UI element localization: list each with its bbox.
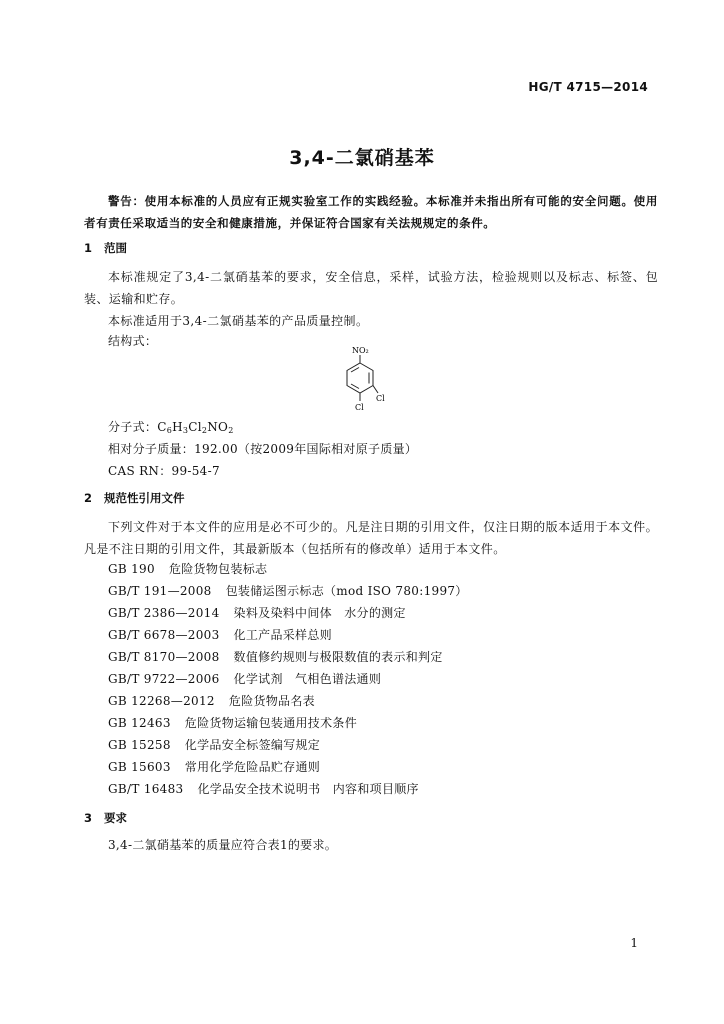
formula-no: NO — [207, 420, 229, 434]
reference-title: 危险货物品名表 — [228, 694, 315, 708]
references-intro: 下列文件对于本文件的应用是必不可少的。凡是注日期的引用文件，仅注日期的版本适用于本文件。凡是不注日期的引用文件，其最新版本（包括所有的修改单）适用于本文件。 — [84, 520, 658, 556]
warning-paragraph: 警告：使用本标准的人员应有正规实验室工作的实践经验。本标准并未指出所有可能的安全问题。使用者有责任采取适当的安全和健康措施，并保证符合国家有关法规规定的条件。 — [84, 194, 658, 230]
requirements-paragraph: 3,4-二氯硝基苯的质量应符合表1的要求。 — [108, 838, 338, 852]
chlorine-label-3: Cl — [376, 394, 385, 403]
reference-code: GB 12268—2012 — [108, 694, 215, 708]
section-number: 1 — [84, 241, 93, 255]
formula-c: C — [157, 420, 167, 434]
reference-code: GB 190 — [108, 562, 155, 576]
reference-title: 化学试剂 气相色谱法通则 — [233, 672, 382, 686]
reference-item — [108, 758, 320, 775]
formula-cl-count: 2 — [201, 426, 208, 435]
reference-code: GB/T 6678—2003 — [108, 628, 220, 642]
chlorine-label-4: Cl — [355, 403, 364, 412]
structural-formula — [336, 343, 406, 415]
page-number: 1 — [630, 936, 638, 950]
reference-title: 化工产品采样总则 — [233, 628, 332, 642]
formula-h: H — [172, 420, 183, 434]
reference-item — [108, 736, 320, 753]
reference-title: 包装储运图示标志（mod ISO 780:1997） — [225, 584, 468, 598]
section-2-heading — [84, 490, 185, 506]
formula-cl: Cl — [188, 420, 202, 434]
reference-code: GB/T 16483 — [108, 782, 184, 796]
reference-title: 常用化学危险品贮存通则 — [184, 760, 321, 774]
reference-title: 危险货物运输包装通用技术条件 — [184, 716, 357, 730]
standard-code: HG/T 4715—2014 — [528, 80, 648, 94]
reference-code: GB/T 2386—2014 — [108, 606, 220, 620]
reference-title: 染料及染料中间体 水分的测定 — [233, 606, 406, 620]
reference-code: GB/T 9722—2006 — [108, 672, 220, 686]
reference-item — [108, 582, 468, 599]
section-1-heading — [84, 240, 127, 256]
reference-code: GB/T 8170—2008 — [108, 650, 220, 664]
molecular-mass: 相对分子质量：192.00（按2009年国际相对原子质量） — [108, 442, 418, 456]
nitro-group-label: NO₂ — [352, 346, 369, 355]
reference-title: 危险货物包装标志 — [168, 562, 268, 576]
reference-code: GB 15603 — [108, 760, 171, 774]
reference-title: 化学品安全标签编写规定 — [184, 738, 321, 752]
scope-paragraph-1: 本标准规定了3,4-二氯硝基苯的要求，安全信息，采样，试验方法，检验规则以及标志、标签、包装、运输和贮存。 — [84, 270, 658, 306]
reference-item — [108, 692, 315, 709]
reference-title: 化学品安全技术说明书 内容和项目顺序 — [197, 782, 419, 796]
section-3-heading — [84, 810, 127, 826]
reference-code: GB 15258 — [108, 738, 171, 752]
structure-label: 结构式： — [108, 334, 158, 348]
formula-label: 分子式： — [108, 420, 158, 434]
section-title: 范围 — [104, 241, 127, 255]
reference-item — [108, 670, 381, 687]
reference-item — [108, 648, 443, 665]
formula-h-count: 3 — [182, 426, 189, 435]
reference-code: GB 12463 — [108, 716, 171, 730]
reference-code: GB/T 191—2008 — [108, 584, 212, 598]
cas-number: CAS RN：99-54-7 — [108, 464, 220, 478]
formula-c-count: 6 — [166, 426, 173, 435]
reference-item — [108, 780, 419, 797]
section-title: 规范性引用文件 — [104, 491, 185, 505]
scope-paragraph-2: 本标准适用于3,4-二氯硝基苯的产品质量控制。 — [108, 314, 369, 328]
section-title: 要求 — [104, 811, 127, 825]
section-number: 3 — [84, 811, 93, 825]
reference-item — [108, 604, 406, 621]
formula-no-count: 2 — [228, 426, 234, 435]
reference-item — [108, 626, 332, 643]
molecular-formula — [108, 418, 234, 435]
document-title: 3,4-二氯硝基苯 — [289, 147, 435, 169]
section-number: 2 — [84, 491, 93, 505]
reference-title: 数值修约规则与极限数值的表示和判定 — [233, 650, 443, 664]
reference-item — [108, 714, 357, 731]
reference-item — [108, 560, 267, 577]
